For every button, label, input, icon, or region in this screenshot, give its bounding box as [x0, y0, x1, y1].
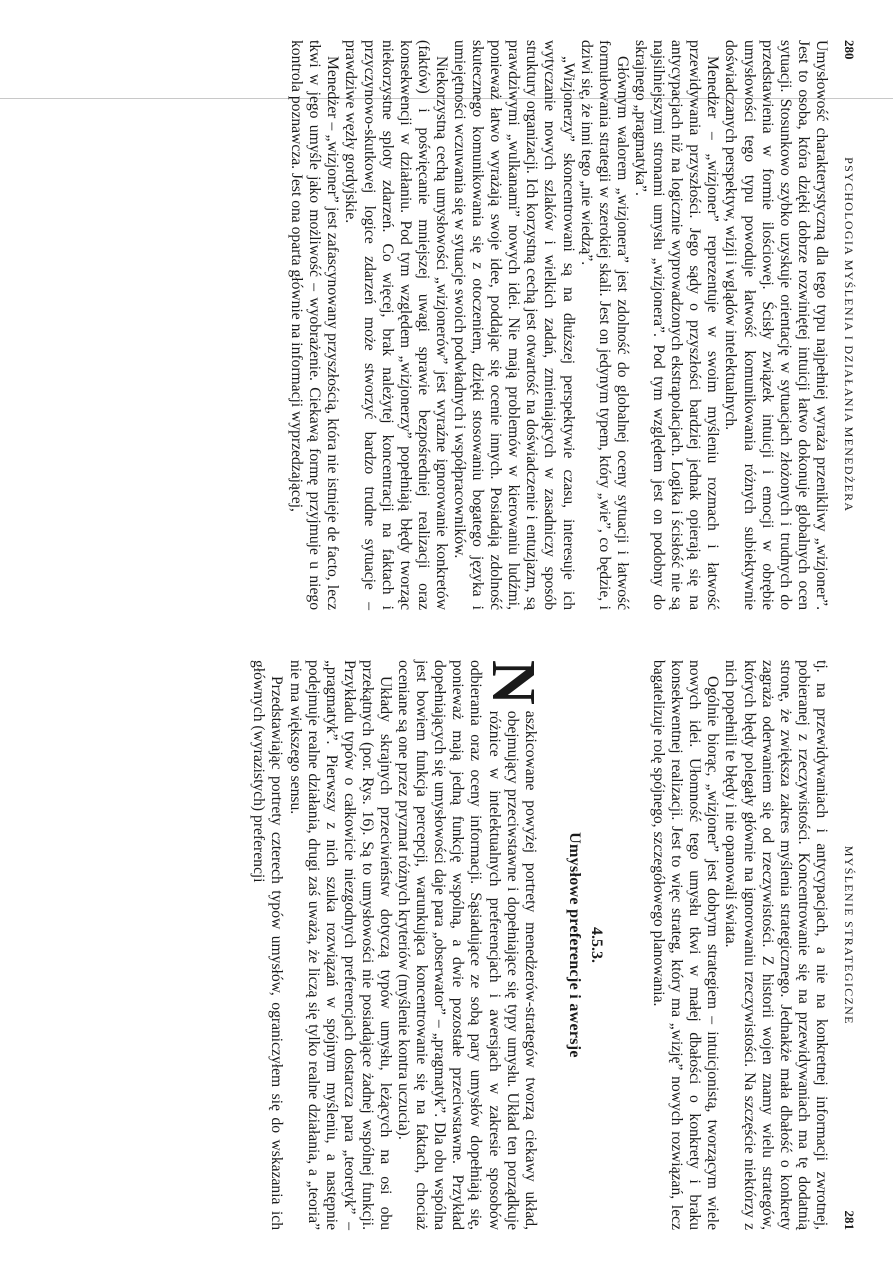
right-paragraph: Przedstawiając portrety czterech typów umysłów, ograniczyłem się do wskazania ich głównych (wyrazistych) preferencji: [250, 660, 286, 1230]
left-page: [98, 40, 858, 610]
right-paragraph: Układy skrajnych przeciwieństw dotyczą typów umysłu, leżących na osi obu przekątnych (por. Rys. 16). Są to umysłowości nie posiadające żadnej wspólnej funkcji. Przykładu typów o całkowicie niezgodnych preferencjach dostarcza para „teoretyk” – „pragmatyk”. Pierwszy z nich szuka rozwiązań w spójnym myśleniu, a następnie podejmuje realne działania, drugi zaś uważa, że liczą się tylko realne działania, a „teoria” nie ma większego sensu.: [286, 660, 395, 1230]
section-number: 4.5.3.: [587, 927, 605, 963]
left-paragraph: Głównym walorem „wizjonera” jest zdolność do globalnej oceny sytuacji i łatwość formułowania strategii w szerokiej skali. Jest on jedynym typem, który „wie”, co będzie, i dziwi się, że inni tego „nie wiedzą”.: [577, 40, 631, 610]
right-paragraph: Ogólnie biorąc, „wizjoner” jest dobrym strategiem – intuicjonistą, tworzącym wiele nowych idei. Ułomność tego umysłu tkwi w małej dbałości o konkrety i braku konsekwentnej realizacji. Jest to więc strateg, który ma „wizję” nowych rozwiązań, lecz bagatelizuje rolę spójnego, szczegółowego planowania.: [650, 660, 722, 1230]
left-paragraph: Menedżer – „wizjoner” jest zafascynowany przyszłością, która nie istnieje de facto, lecz tkwi w jego umyśle jako możliwość – wyobrażenie. Ciekawą formę przyjmuje u niego kontrola poznawcza. Jest ona oparta głównie na informacji wyprzedzającej,: [288, 40, 342, 610]
section-first-paragraph: [394, 660, 547, 1230]
drop-cap: N: [478, 660, 547, 705]
left-paragraph: Umysłowość charakterystyczną dla tego typu najpełniej wyraża przenikliwy „wizjoner”. Jest to osoba, która dzięki dobrze rozwiniętej intuicji łatwo dokonuje globalnych ocen sytuacji. Stosunkowo szybko uzyskuje orientację w sytuacjach złożonych i trudnych do przedstawienia w formie ilościowej. Ścisły związek intuicji i emocji w obrębie umysłowości tego typu powoduje łatwość komunikowania różnych subiektywnie doświadczanych perspektyw, wizji i wglądów intelektualnych.: [722, 40, 830, 610]
section-first-paragraph-text: aszkicowane powyżej portrety menedżerów-strategów tworzą ciekawy układ, obejmujący przeciwstawne i dopełniające się typy umysłu. Układ ten porządkuje różnice w intelektualnych preferencjach i awersjach w zakresie sposobów odbierania oraz oceny informacji. Sąsiadujące ze sobą pary umysłów dopełniają się, ponieważ mają jedną funkcję wspólną, a dwie pozostałe przeciwstawne. Przykład dopełniających się umysłowości daje para „obserwator” – „pragmatyk”. Dla obu wspólna jest bowiem funkcja percepcji, warunkująca koncentrowanie się na faktach, chociaż oceniane są one przez pryzmat różnych kryteriów (myślenie kontra uczucia).: [395, 660, 539, 1230]
left-page-number: 280: [842, 40, 857, 60]
right-paragraph: tj. na przewidywaniach i antycypacjach, a nie na konkretnej informacji zwrotnej, pobieranej z rzeczywistości. Koncentrowanie się na przewidywaniach ma tę dodatnią stronę, że zwiększa zakres myślenia strategicznego. Jednakże mała dbałość o konkrety zagraża oderwaniem się od rzeczywistości. Z historii wojen znamy wielu strategów, których błędy polegały głównie na ignorowaniu rzeczywistości. Na szczęście niektórzy z nich popełnili te błędy i nie opanowali świata.: [722, 660, 830, 1230]
right-page-number: 281: [842, 1210, 857, 1230]
right-running-header: [840, 660, 858, 1230]
left-running-header: [840, 40, 858, 610]
right-page: [98, 660, 858, 1230]
left-running-head: PSYCHOLOGIA MYŚLENIA I DZIAŁANIA MENEDŻERA: [842, 157, 856, 513]
left-paragraph: Menedżer – „wizjoner” reprezentuje w swoim myśleniu rozmach i łatwość przewidywania przyszłości. Jego sądy o przyszłości bardziej jednak opierają się na antycypacjach niż na logicznie wyprowadzonych ekstrapolacjach. Logika i ścisłość nie są najsilniejszymi stronami umysłu „wizjonera”. Pod tym względem jest on podobny do skrajnego „pragmatyka”.: [631, 40, 722, 610]
right-running-head: MYŚLENIE STRATEGICZNE: [842, 845, 856, 1025]
section-title: Umysłowe preferencje i awersje: [565, 832, 583, 1058]
left-paragraph: Niekorzystną cechą umysłowości „wizjonerów” jest wyraźne ignorowanie konkretów (faktów) i poświęcanie mniejszej uwagi sprawie bezpośredniej realizacji oraz konsekwencji w działaniu. Pod tym względem „wizjonerzy” popełniają błędy tworząc niekorzystne sploty zdarzeń. Co więcej, brak należytej koncentracji na faktach i przyczynowo-skutkowej logice zdarzeń może stworzyć bardzo trudne sytuacje – prawdziwe węzły gordyjskie.: [342, 40, 450, 610]
left-paragraph: „Wizjonerzy” skoncentrowani są na dłuższej perspektywie czasu, interesuje ich wytyczanie nowych szlaków i wielkich zadań, zmieniających w zasadniczy sposób struktury organizacji. Ich korzystną cechą jest otwartość na doświadczenie i entuzjazm, są prawdziwymi „wulkanami” nowych idei. Nie mają problemów w kierowaniu ludźmi, ponieważ łatwo wyrażają swoje idee, poddając się ocenie innych. Posiadają zdolność skutecznego komunikowania się z otoczeniem, dzięki stosowaniu bogatego języka i umiejętności wczuwania się w sytuacje swoich podwładnych i współpracowników.: [451, 40, 577, 610]
